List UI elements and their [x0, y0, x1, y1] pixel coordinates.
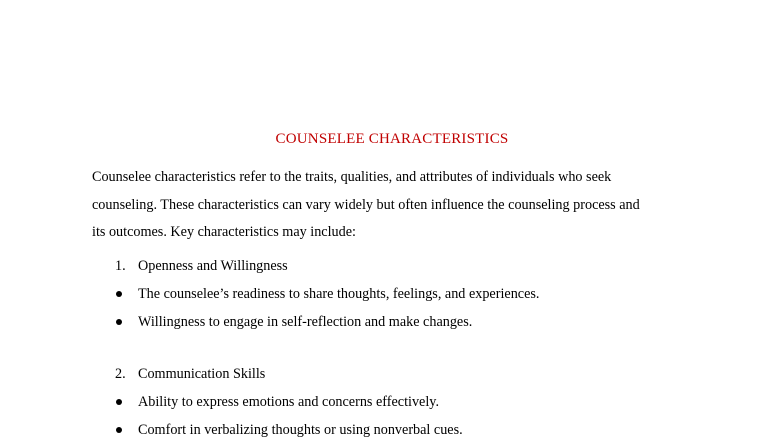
intro-paragraph [92, 164, 696, 247]
bullet-icon [116, 399, 122, 405]
list-number: 1. [115, 258, 126, 274]
bullet-text: The counselee’s readiness to share thoughts, feelings, and experiences. [138, 286, 540, 302]
section-heading: Communication Skills [138, 366, 266, 382]
intro-line: Counselee characteristics refer to the traits, qualities, and attributes of individuals who seek [92, 169, 612, 185]
document-title: COUNSELEE CHARACTERISTICS [275, 131, 509, 147]
intro-line: its outcomes. Key characteristics may include: [92, 224, 356, 240]
bullet-text: Comfort in verbalizing thoughts or using nonverbal cues. [138, 422, 463, 438]
bullet-icon [116, 427, 122, 433]
bullet-text: Ability to express emotions and concerns effectively. [138, 394, 440, 410]
list-number: 2. [115, 366, 126, 382]
bullet-icon [116, 291, 122, 297]
intro-line: counseling. These characteristics can vary widely but often influence the counseling process and [92, 196, 640, 213]
section-heading: Openness and Willingness [138, 258, 288, 274]
bullet-text: Willingness to engage in self-reflection and make changes. [138, 314, 473, 330]
bullet-icon [116, 319, 122, 325]
